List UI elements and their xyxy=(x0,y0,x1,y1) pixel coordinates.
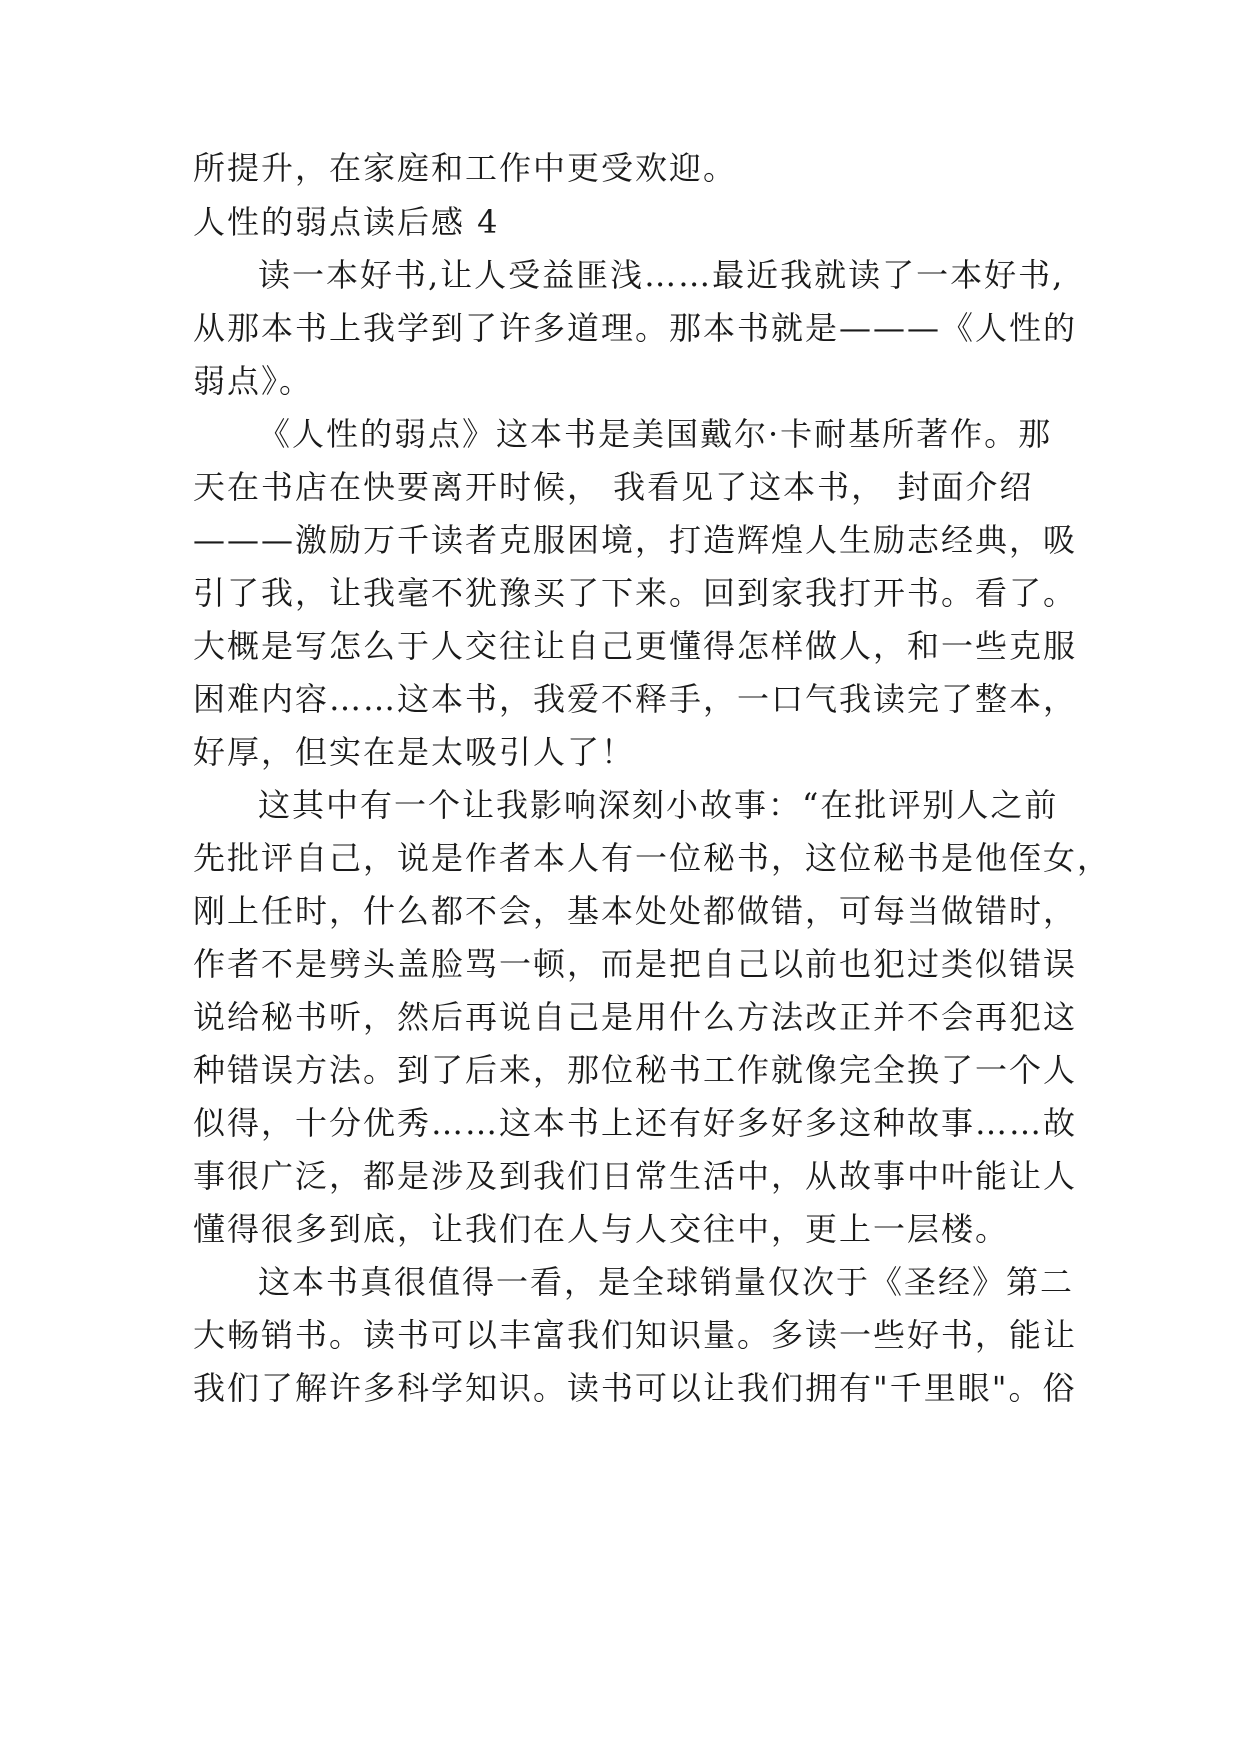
text-line: 天在书店在快要离开时候， 我看见了这本书， 封面介绍 xyxy=(193,468,1034,506)
text-line: 说给秘书听，然后再说自己是用什么方法改正并不会再犯这 xyxy=(193,998,1078,1036)
text-line: 这本书真很值得一看，是全球销量仅次于《圣经》第二 xyxy=(258,1263,1075,1301)
text-line: 引了我，让我毫不犹豫买了下来。回到家我打开书。看了。 xyxy=(193,574,1078,612)
text-line: 种错误方法。到了后来，那位秘书工作就像完全换了一个人 xyxy=(193,1051,1078,1089)
text-line: 所提升，在家庭和工作中更受欢迎。 xyxy=(193,149,738,187)
text-line: 先批评自己，说是作者本人有一位秘书，这位秘书是他侄女， xyxy=(193,839,1112,877)
text-line: 刚上任时，什么都不会，基本处处都做错，可每当做错时， xyxy=(193,892,1078,930)
text-line: 大畅销书。读书可以丰富我们知识量。多读一些好书，能让 xyxy=(193,1316,1078,1354)
text-line: 从那本书上我学到了许多道理。那本书就是———《人性的 xyxy=(193,309,1078,347)
text-line: 这其中有一个让我影响深刻小故事：“在批评别人之前 xyxy=(258,786,1059,824)
text-line: ———激励万千读者克服困境，打造辉煌人生励志经典，吸 xyxy=(193,521,1078,559)
text-line: 好厚，但实在是太吸引人了！ xyxy=(193,733,636,771)
text-line: 《人性的弱点》这本书是美国戴尔·卡耐基所著作。那 xyxy=(258,415,1053,453)
text-line: 懂得很多到底，让我们在人与人交往中，更上一层楼。 xyxy=(193,1210,1010,1248)
text-line: 大概是写怎么于人交往让自己更懂得怎样做人，和一些克服 xyxy=(193,627,1078,665)
text-line: 事很广泛，都是涉及到我们日常生活中，从故事中叶能让人 xyxy=(193,1157,1078,1195)
text-line: 作者不是劈头盖脸骂一顿，而是把自己以前也犯过类似错误 xyxy=(193,945,1078,983)
text-line: 似得，十分优秀……这本书上还有好多好多这种故事……故 xyxy=(193,1104,1078,1142)
text-line: 弱点》。 xyxy=(193,362,314,400)
section-heading: 人性的弱点读后感 4 xyxy=(193,203,500,241)
text-line: 读一本好书,让人受益匪浅……最近我就读了一本好书, xyxy=(258,256,1065,294)
text-line: 我们了解许多科学知识。读书可以让我们拥有"千里眼"。俗 xyxy=(193,1369,1077,1407)
text-line: 困难内容……这本书，我爱不释手，一口气我读完了整本， xyxy=(193,680,1078,718)
